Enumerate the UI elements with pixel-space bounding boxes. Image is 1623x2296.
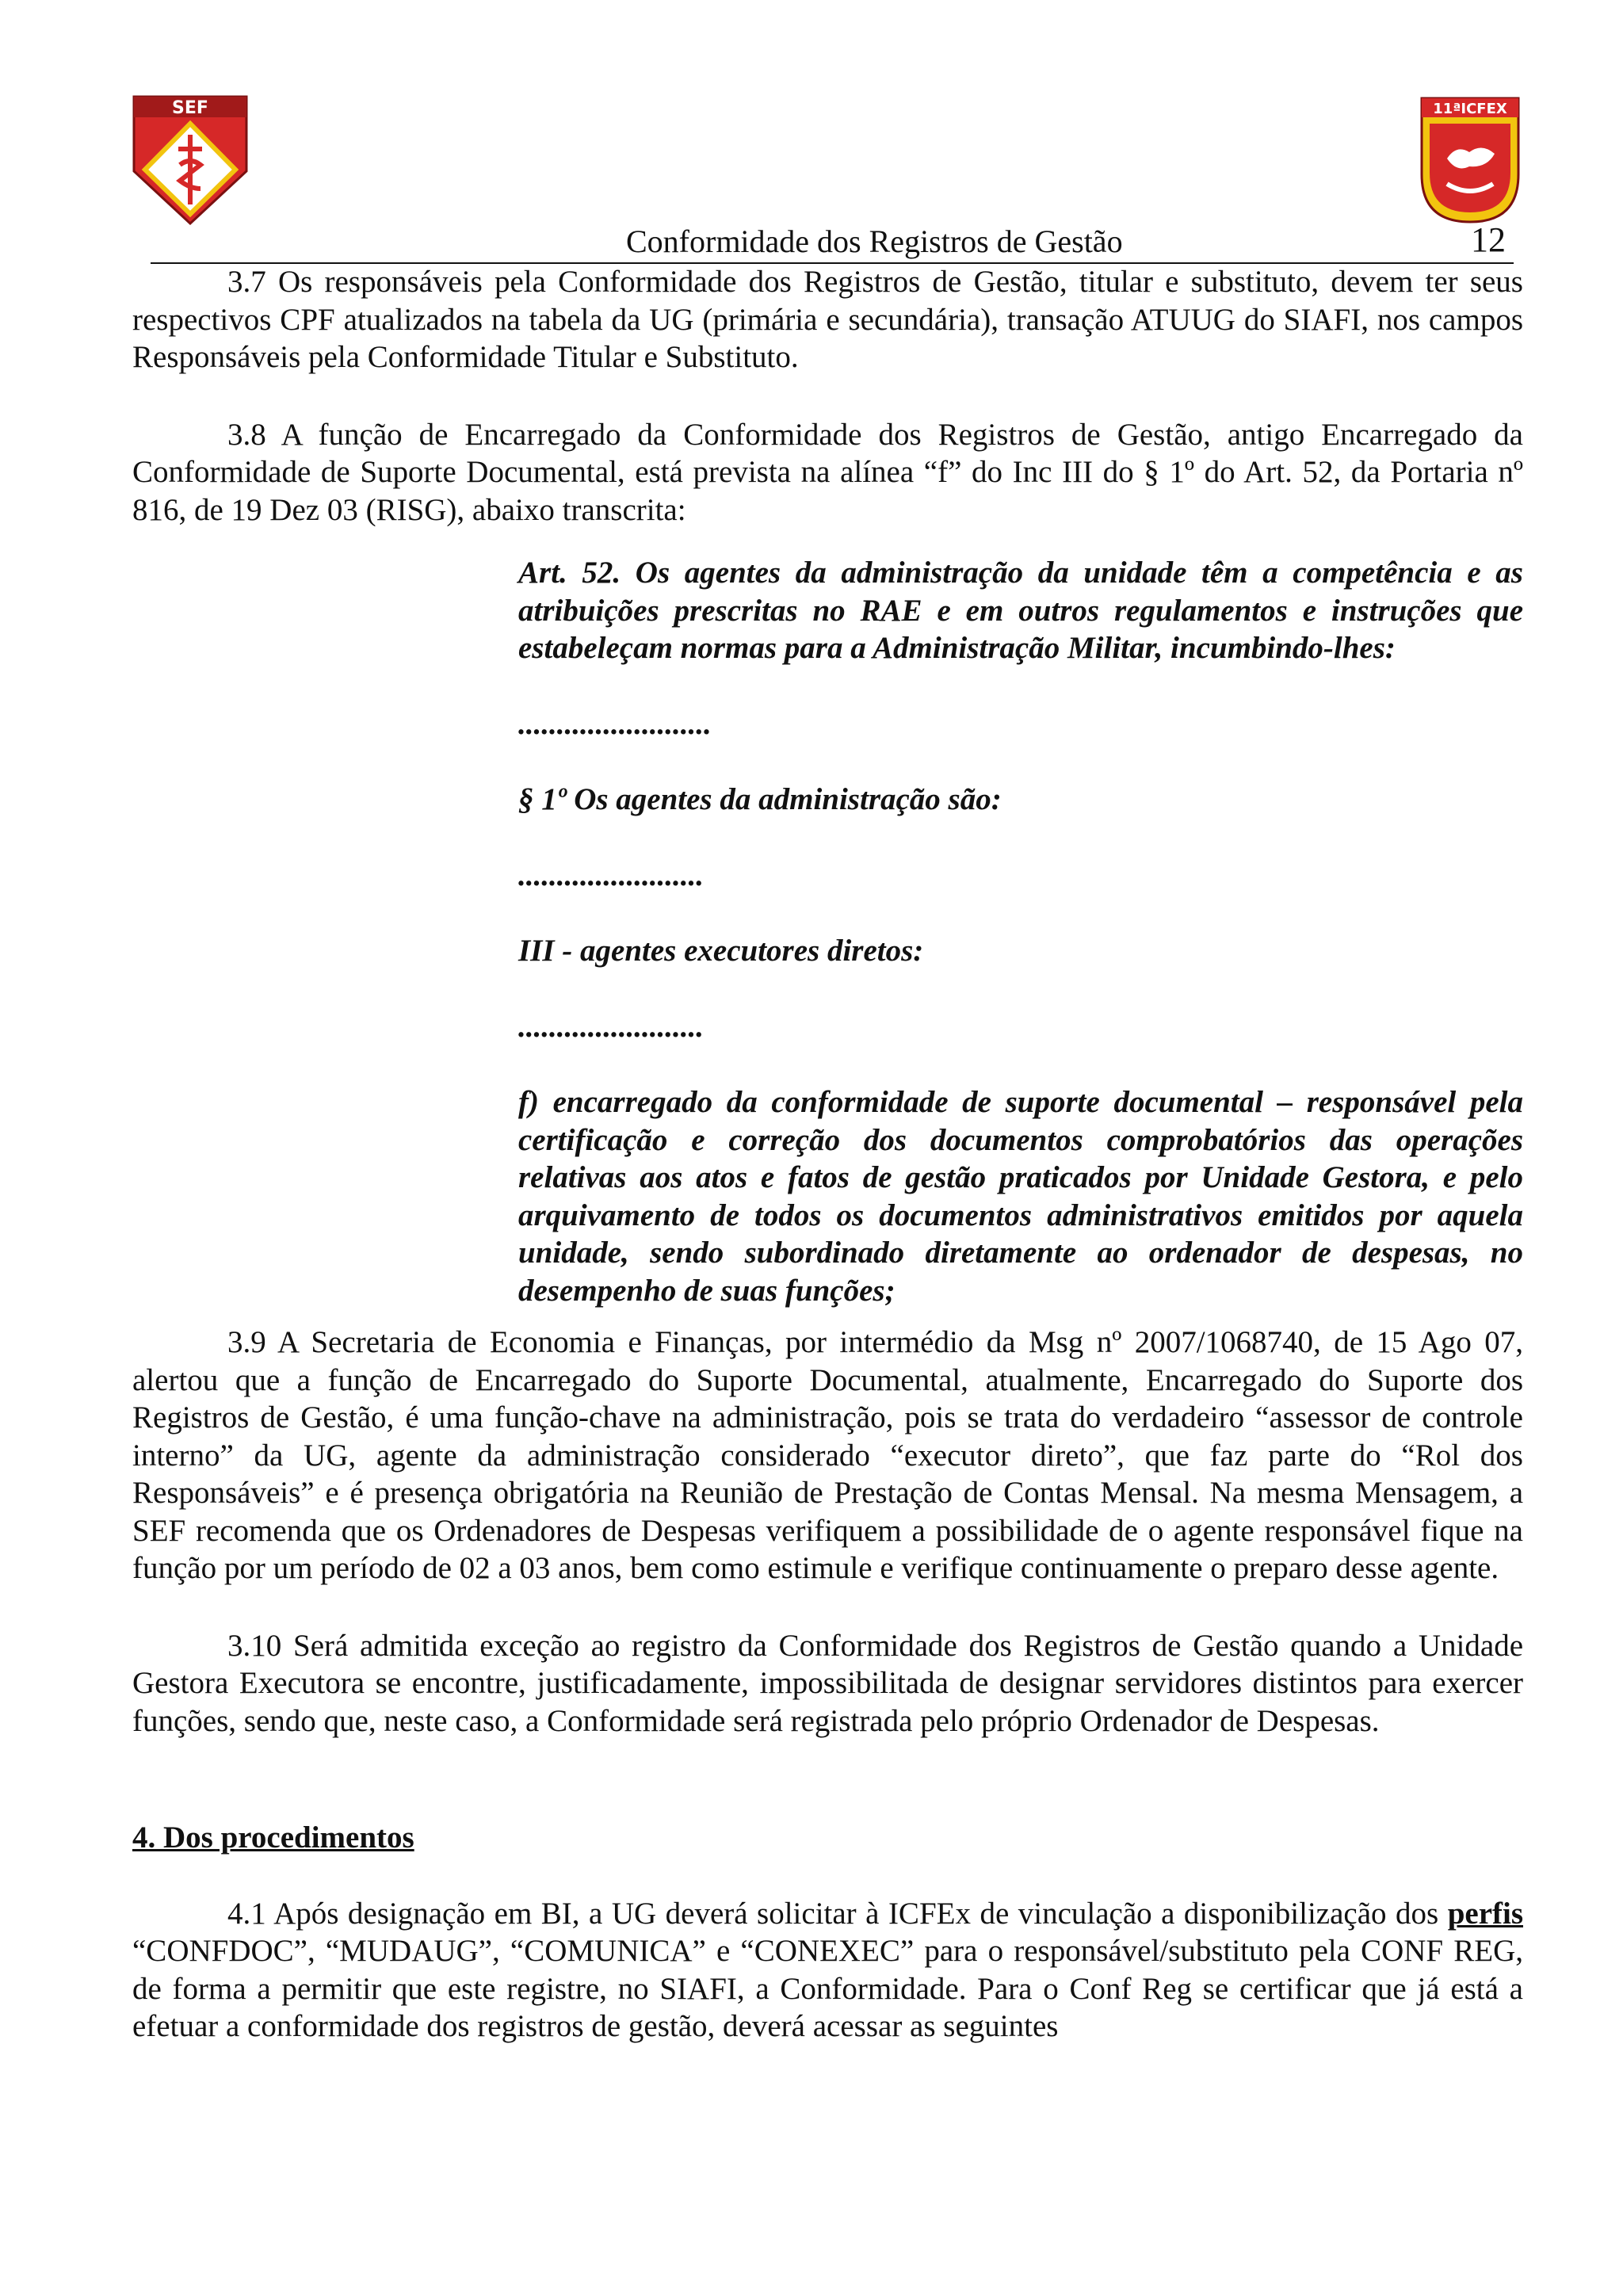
section-4-heading: 4. Dos procedimentos	[132, 1820, 414, 1855]
paragraph-3-8: 3.8 A função de Encarregado da Conformidade dos Registros de Gestão, antigo Encarregado da Conformidade de Suporte Documental, está prevista na alínea “f” do Inc III do § 1º do Art. 52, da Portaria nº 816, de 19 Dez 03 (RISG), abaixo transcrita:	[132, 417, 1523, 527]
sef-logo-text: SEF	[172, 98, 208, 118]
page-number: 12	[1471, 220, 1506, 259]
sef-logo-icon	[131, 94, 250, 227]
quote-ellipsis-2: ........................	[518, 858, 704, 892]
paragraph-4-1	[132, 1895, 1523, 2046]
paragraph-4-1-part-b: “CONFDOC”, “MUDAUG”, “COMUNICA” e “CONEXEC” para o responsável/substituto pela CONF REG, de forma a permitir que este registre, no SIAFI, a Conformidade. Para o Conf Reg se certificar que já está a efetuar a conformidade dos registros de gestão, deverá acessar as seguintes	[132, 1934, 1523, 2043]
icfex-logo-text: 11ªICFEX	[1433, 101, 1507, 117]
paragraph-3-7: 3.7 Os responsáveis pela Conformidade dos Registros de Gestão, titular e substituto, devem ter seus respectivos CPF atualizados na tabela da UG (primária e secundária), transação ATUUG do SIAFI, nos campos Responsáveis pela Conformidade Titular e Substituto.	[132, 265, 1523, 374]
paragraph-3-10: 3.10 Será admitida exceção ao registro da Conformidade dos Registros de Gestão quando a Unidade Gestora Executora se encontre, justificadamente, impossibilitada de designar servidores distintos para exercer funções, sendo que, neste caso, a Conformidade será registrada pelo próprio Ordenador de Despesas.	[132, 1628, 1523, 1738]
icfex-logo-icon	[1419, 95, 1522, 226]
risg-quote	[518, 554, 1523, 1309]
quote-paragraph-1: § 1º Os agentes da administração são:	[518, 782, 1002, 816]
quote-inciso-3: III - agentes executores diretos:	[518, 934, 924, 968]
quote-art-52: Art. 52. Os agentes da administração da unidade têm a competência e as atribuições prescritas no RAE e em outros regulamentos e instruções que estabeleçam normas para a Administração Militar, incumbindo-lhes:	[518, 556, 1523, 665]
quote-alinea-f: f) encarregado da conformidade de suporte documental – responsável pela certificação e correção dos documentos comprobatórios das operações relativas aos atos e fatos de gestão praticados por Unidade Gestora, e pelo arquivamento de todos os documentos administrativos emitidos por aquela unidade, sendo subordinado diretamente ao ordenador de despesas, no desempenho de suas funções;	[518, 1085, 1523, 1308]
document-body	[132, 263, 1523, 2046]
header-title: Conformidade dos Registros de Gestão	[626, 223, 1123, 259]
paragraph-3-9: 3.9 A Secretaria de Economia e Finanças, por intermédio da Msg nº 2007/1068740, de 15 Ago 07, alertou que a função de Encarregado do Suporte Documental, atualmente, Encarregado do Suporte dos Registros de Gestão, é uma função-chave na administração, pois se trata do verdadeiro “assessor de controle interno” da UG, agente da administração considerado “executor direto”, que faz parte do “Rol dos Responsáveis” e é presença obrigatória na Reunião de Prestação de Contas Mensal. Na mesma Mensagem, a SEF recomenda que os Ordenadores de Despesas verifiquem a possibilidade de o agente responsável fique na função por um período de 02 a 03 anos, bem como estimule e verifique continuamente o preparo desse agente.	[132, 1325, 1523, 1585]
perfis-term: perfis	[1447, 1896, 1523, 1931]
quote-ellipsis-1: .........................	[518, 706, 712, 741]
paragraph-4-1-part-a: 4.1 Após designação em BI, a UG deverá solicitar à ICFEx de vinculação a disponibilização dos	[227, 1896, 1448, 1931]
quote-ellipsis-3: ........................	[518, 1009, 704, 1044]
